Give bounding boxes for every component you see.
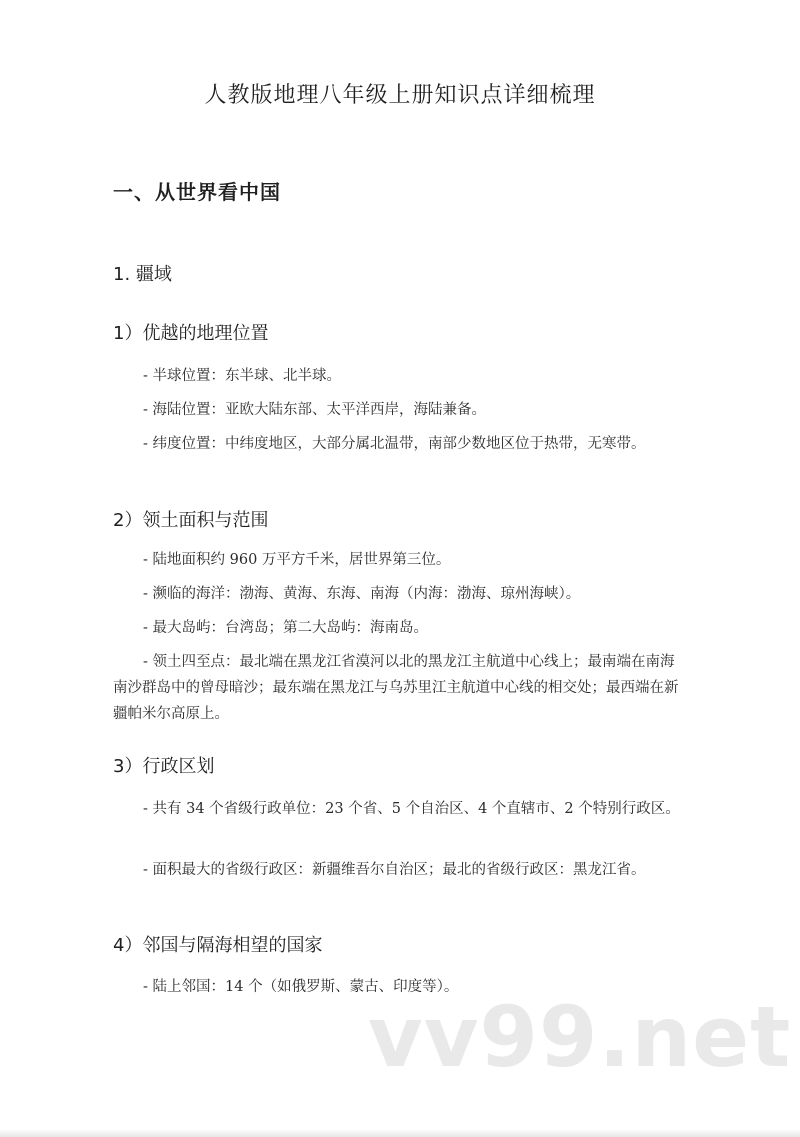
watermark: vv99.net — [368, 988, 792, 1086]
subsection-heading-neighbors: 4）邻国与隔海相望的国家 — [113, 935, 323, 956]
list-item: - 半球位置：东半球、北半球。 — [143, 368, 342, 384]
list-item: - 领土四至点：最北端在黑龙江省漠河以北的黑龙江主航道中心线上；最南端在南海南沙群岛中的曾母暗沙；最东端在黑龙江与乌苏里江主航道中心线的相交处；最西端在新疆帕米尔高原上。 — [113, 654, 679, 722]
list-item: - 陆地面积约 960 万平方千米，居世界第三位。 — [143, 552, 451, 568]
list-item: - 共有 34 个省级行政单位：23 个省、5 个自治区、4 个直辖市、2 个特别行政区。 — [143, 801, 680, 817]
chapter-heading: 一、从世界看中国 — [113, 180, 281, 204]
subsection-heading-admin: 3）行政区划 — [113, 756, 215, 777]
subsection-heading-territory: 2）领土面积与范围 — [113, 510, 269, 531]
list-item: - 纬度位置：中纬度地区，大部分属北温带，南部少数地区位于热带，无寒带。 — [143, 436, 646, 452]
subsection-heading-location: 1）优越的地理位置 — [113, 323, 269, 344]
list-item: - 陆上邻国：14 个（如俄罗斯、蒙古、印度等）。 — [143, 979, 459, 995]
document-title: 人教版地理八年级上册知识点详细梳理 — [204, 83, 596, 108]
page-edge — [0, 1129, 800, 1137]
list-item: - 面积最大的省级行政区：新疆维吾尔自治区；最北的省级行政区：黑龙江省。 — [143, 862, 646, 878]
list-item: - 最大岛屿：台湾岛；第二大岛屿：海南岛。 — [143, 620, 429, 636]
section-heading: 1. 疆域 — [113, 264, 172, 285]
list-item: - 海陆位置：亚欧大陆东部、太平洋西岸，海陆兼备。 — [143, 402, 487, 418]
list-item: - 濒临的海洋：渤海、黄海、东海、南海（内海：渤海、琼州海峡）。 — [143, 586, 581, 602]
